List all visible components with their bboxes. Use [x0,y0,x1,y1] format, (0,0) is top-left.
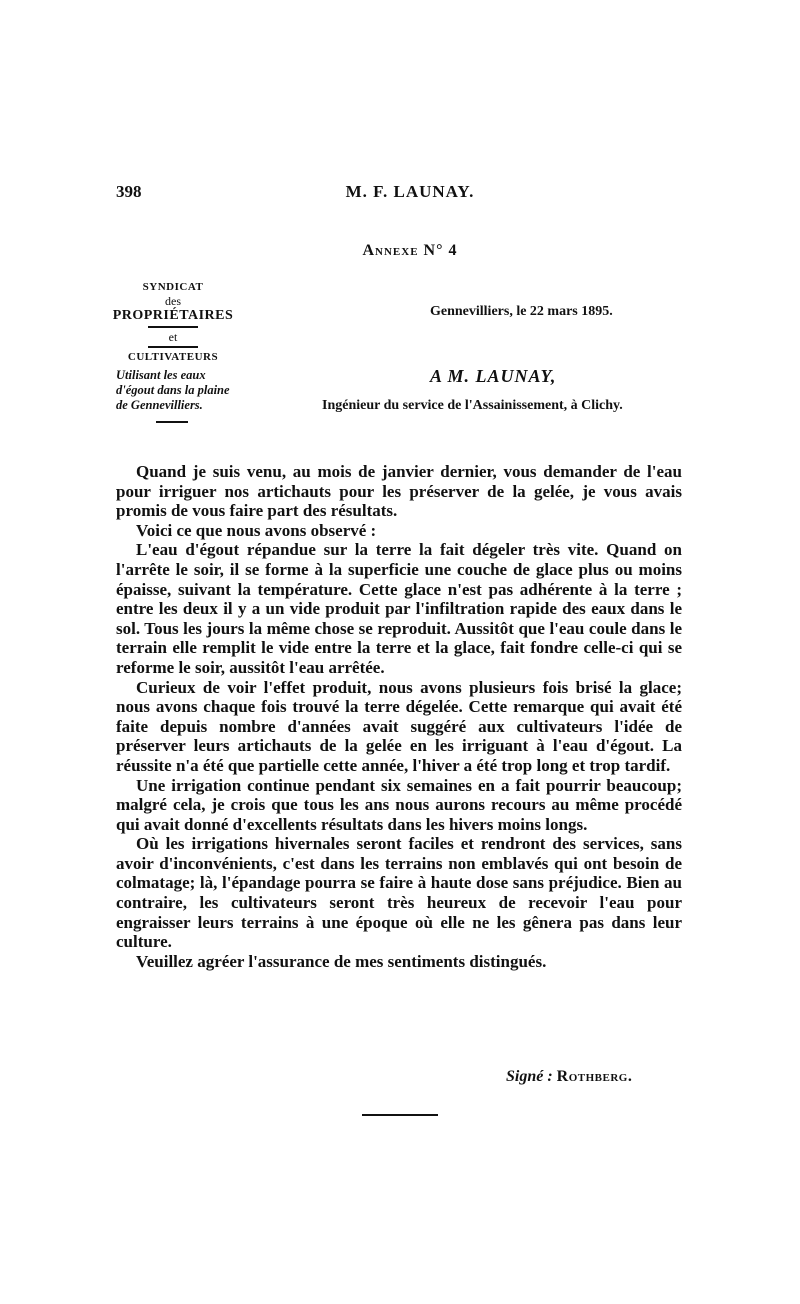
sidebar-rule [148,326,198,328]
signature-label: Signé : [506,1068,553,1085]
page-number: 398 [116,182,142,201]
signature-name: Rothberg. [556,1068,633,1085]
sidebar-line-cultivateurs: CULTIVATEURS [127,351,219,363]
paragraph: Quand je suis venu, au mois de janvier dernier, vous demander de l'eau pour irriguer nos artichauts pour les préserver de la gelée, je vous avais promis de vous faire part des résultats. [116,462,682,521]
running-title: M. F. LAUNAY. [345,182,475,201]
sidebar-line-et: et [168,330,178,344]
paragraph: Où les irrigations hivernales seront faciles et rendront des services, sans avoir d'inconvénients, c'est dans les terrains non emblavés qui ont besoin de colmatage; là, l'épandage pourra se faire à haute dose sans préjudice. Bien au contraire, les cultivateurs seront très heureux de recevoir l'eau pour engraisser leurs terrains à une époque où elle ne les gênera pas dans leur culture. [116,834,682,952]
paragraph: Voici ce que nous avons observé : [136,520,377,540]
signature [506,1068,632,1086]
end-rule [362,1114,438,1116]
sidebar-line-des: des [165,294,181,308]
letter-place-date: Gennevilliers, le 22 mars 1895. [430,304,613,319]
annex-title: Annexe N° 4 [362,242,458,259]
sidebar-end-rule [156,421,188,423]
letter-body [116,462,682,971]
paragraph: L'eau d'égout répandue sur la terre la fait dégeler très vite. Quand on l'arrête le soir, il se forme à la superficie une couche de glace plus ou moins épaisse, suivant la température. Cette glace n'est pas adhérente à la terre ; entre les deux il y a un vide produit par l'infiltration rapide des eaux dans le sol. Tous les jours la même chose se reproduit. Aussitôt que l'eau coule dans le terrain elle remplit le vide entre la terre et la glace, fait fondre celle-ci qui se reforme le soir, aussitôt l'eau arrêtée. [116,540,682,677]
sidebar-note [112,280,234,423]
sidebar-rule [148,346,198,348]
paragraph: Veuillez agréer l'assurance de mes sentiments distingués. [136,951,547,971]
sidebar-description: Utilisant les eaux d'égout dans la plaine de Gennevilliers. [116,368,230,412]
paragraph: Curieux de voir l'effet produit, nous avons plusieurs fois brisé la glace; nous avons chaque fois trouvé la terre dégelée. Cette remarque qui avait été faite depuis nombre d'années avait suggéré aux cultivateurs l'idée de préserver leurs artichauts de la gelée en les irriguant à l'eau d'égout. La réussite n'a été que partielle cette année, l'hiver a été trop long et trop tardif. [116,677,682,775]
paragraph: Une irrigation continue pendant six semaines en a fait pourrir beaucoup; malgré cela, je crois que tous les ans nous aurons recours au même procédé qui avait donné d'excellents résultats dans les hivers moins longs. [116,775,682,834]
sidebar-line-syndicat: SYNDICAT [142,281,204,293]
sidebar-line-proprietaires: PROPRIÉTAIRES [112,308,234,323]
letter-recipient-role: Ingénieur du service de l'Assainissement, à Clichy. [322,398,623,413]
letter-recipient: A M. LAUNAY, [430,366,557,386]
